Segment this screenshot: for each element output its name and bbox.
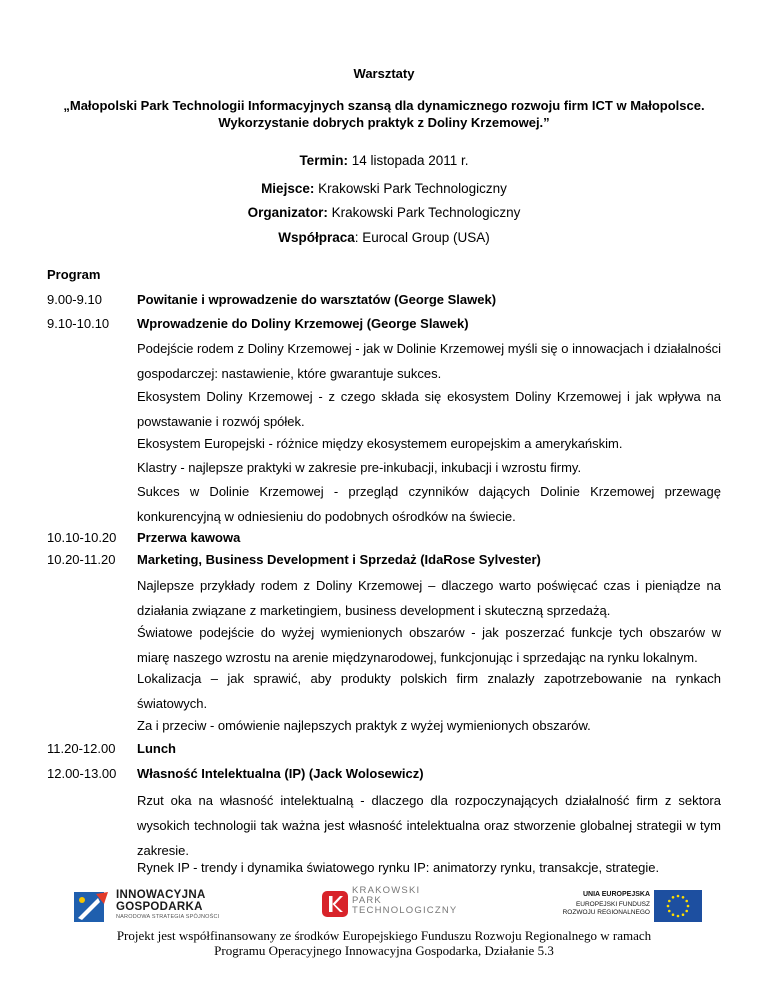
eu-logo bbox=[556, 888, 706, 924]
eu-logo-line-2: EUROPEJSKI FUNDUSZ bbox=[575, 901, 650, 908]
krakowski-park-logo bbox=[322, 886, 472, 922]
program-time: 9.10-10.10 bbox=[47, 316, 110, 331]
kpt-logo-line-3: TECHNOLOGICZNY bbox=[352, 905, 458, 916]
program-time: 11.20-12.00 bbox=[47, 741, 116, 756]
ig-emblem-icon bbox=[72, 888, 112, 924]
eu-logo-line-1: UNIA EUROPEJSKA bbox=[582, 891, 650, 898]
eu-logo-text bbox=[563, 901, 650, 917]
eu-flag-icon bbox=[654, 890, 702, 922]
program-desc: Za i przeciw - omówienie najlepszych praktyk z wyżej wymienionych obszarów. bbox=[137, 718, 591, 733]
kpt-logo-line-1: KRAKOWSKI bbox=[352, 885, 421, 896]
program-desc: Klastry - najlepsze praktyki w zakresie pre-inkubacji, inkubacji i wzrostu firmy. bbox=[137, 460, 582, 475]
document-title: Warsztaty bbox=[353, 66, 415, 81]
innowacyjna-gospodarka-logo bbox=[72, 888, 222, 924]
organizator-value: Krakowski Park Technologiczny bbox=[327, 205, 521, 220]
meta-miejsce bbox=[0, 181, 768, 196]
kpt-logo-line-2: PARK bbox=[352, 895, 382, 906]
document-subtitle bbox=[0, 97, 768, 131]
program-title: Lunch bbox=[137, 741, 176, 756]
program-heading: Program bbox=[47, 267, 101, 282]
meta-wspolpraca bbox=[0, 230, 768, 245]
miejsce-value: Krakowski Park Technologiczny bbox=[314, 181, 507, 196]
meta-termin bbox=[0, 153, 768, 168]
program-desc: Światowe podejście do wyżej wymienionych obszarów - jak poszerzać funkcje tych obszarów w miarę naszego wzrostu na arenie międzynarodowej, funkcjonując i sprzedając na rynku lokalnym. bbox=[137, 625, 721, 665]
program-time: 10.10-10.20 bbox=[47, 530, 117, 545]
footer-line-2: Programu Operacyjnego Innowacyjna Gospodarka, Działanie 5.3 bbox=[214, 943, 554, 958]
program-desc: Ekosystem Doliny Krzemowej - z czego składa się ekosystem Doliny Krzemowej i jak wpływa na powstawanie i rozwój spółek. bbox=[137, 389, 721, 429]
program-title: Własność Intelektualna (IP) (Jack Wolosewicz) bbox=[137, 766, 424, 781]
program-title: Powitanie i wprowadzenie do warsztatów (George Slawek) bbox=[137, 292, 497, 307]
ig-logo-line-2: GOSPODARKA bbox=[116, 901, 203, 913]
program-title: Marketing, Business Development i Sprzedaż (IdaRose Sylvester) bbox=[137, 552, 541, 567]
organizator-label: Organizator: bbox=[247, 205, 328, 220]
program-title: Wprowadzenie do Doliny Krzemowej (George Slawek) bbox=[137, 316, 469, 331]
program-time: 9.00-9.10 bbox=[47, 292, 102, 307]
subtitle-line-2: Wykorzystanie dobrych praktyk z Doliny Krzemowej.” bbox=[218, 115, 550, 130]
wspolpraca-value: : Eurocal Group (USA) bbox=[354, 230, 490, 245]
program-desc: Ekosystem Europejski - różnice między ekosystemem europejskim a amerykańskim. bbox=[137, 436, 623, 451]
eu-logo-line-3: ROZWOJU REGIONALNEGO bbox=[562, 909, 650, 916]
program-time: 12.00-13.00 bbox=[47, 766, 117, 781]
program-desc: Rzut oka na własność intelektualną - dlaczego dla rozpoczynających działalność firm z sektora wysokich technologii tak ważna jest własność intelektualna oraz stworzenie globalnej strategii w tym zakresie. bbox=[137, 793, 721, 858]
kpt-emblem-icon bbox=[322, 891, 348, 917]
program-time: 10.20-11.20 bbox=[47, 552, 116, 567]
program-desc: Najlepsze przykłady rodem z Doliny Krzemowej – dlaczego warto poświęcać czas i pieniądze na działania związane z marketingiem, business development i skuteczną sprzedażą. bbox=[137, 578, 721, 618]
ig-logo-line-1: INNOWACYJNA bbox=[116, 889, 206, 901]
termin-value: 14 listopada 2011 r. bbox=[347, 153, 469, 168]
meta-organizator bbox=[0, 205, 768, 220]
ig-logo-line-3: NARODOWA STRATEGIA SPÓJNOŚCI bbox=[116, 914, 220, 920]
termin-label: Termin: bbox=[299, 153, 348, 168]
subtitle-line-1: „Małopolski Park Technologii Informacyjnych szansą dla dynamicznego rozwoju firm ICT w Małopolsce. bbox=[63, 98, 705, 113]
footer-funding-note bbox=[0, 928, 768, 958]
footer-line-1: Projekt jest współfinansowany ze środków Europejskiego Funduszu Rozwoju Regionalnego w ramach bbox=[116, 928, 652, 943]
program-desc: Rynek IP - trendy i dynamika światowego rynku IP: animatorzy rynku, transakcje, strategie. bbox=[137, 860, 660, 875]
program-desc: Lokalizacja – jak sprawić, aby produkty polskich firm znalazły zapotrzebowanie na rynkach światowych. bbox=[137, 671, 721, 711]
miejsce-label: Miejsce: bbox=[261, 181, 315, 196]
program-title: Przerwa kawowa bbox=[137, 530, 241, 545]
program-desc: Sukces w Dolinie Krzemowej - przegląd czynników dających Dolinie Krzemowej przewagę konkurencyjną w odniesieniu do podobnych ośrodków na świecie. bbox=[137, 484, 721, 524]
program-desc: Podejście rodem z Doliny Krzemowej - jak w Dolinie Krzemowej myśli się o innowacjach i działalności gospodarczej: nastawienie, które gwarantuje sukces. bbox=[137, 341, 721, 381]
wspolpraca-label: Współpraca bbox=[278, 230, 355, 245]
kpt-logo-text bbox=[352, 886, 457, 916]
